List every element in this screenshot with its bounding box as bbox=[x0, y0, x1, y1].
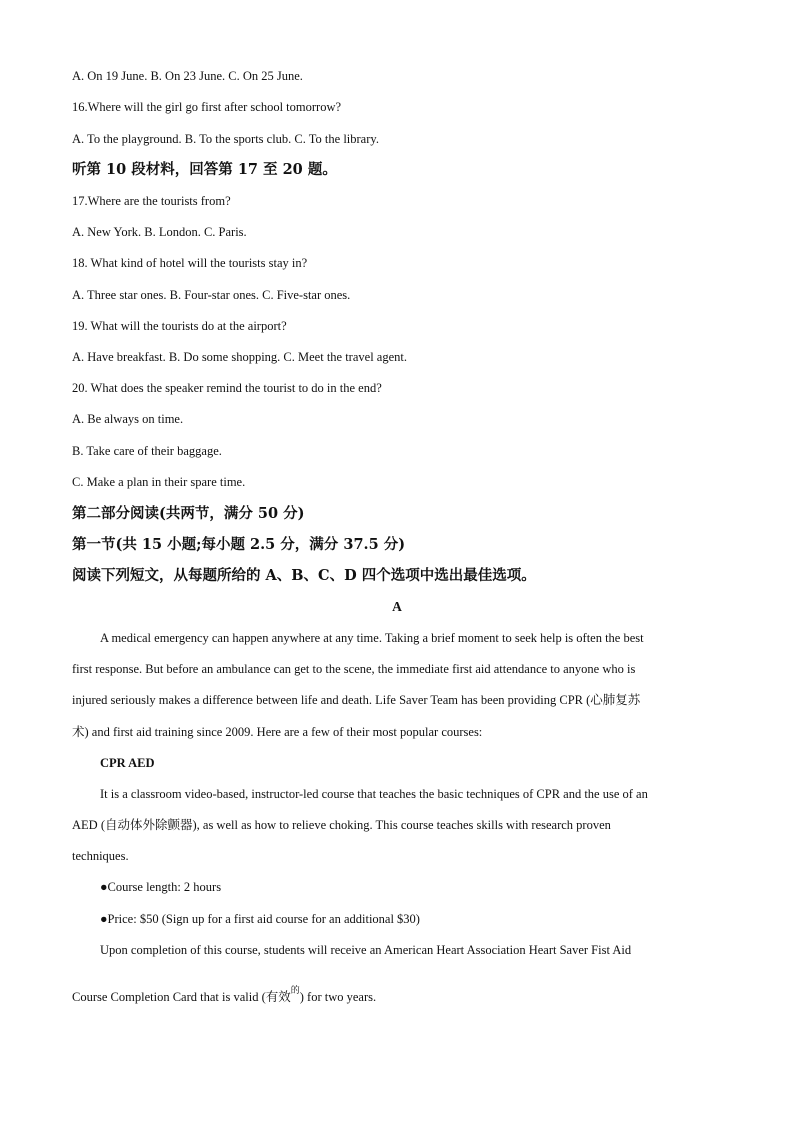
q18-options: A. Three star ones. B. Four-star ones. C. Five-star ones. bbox=[72, 288, 351, 302]
q20-option-b: B. Take care of their baggage. bbox=[72, 444, 222, 458]
passage-line: A medical emergency can happen anywhere at any time. Taking a brief moment to seek help is often the best bbox=[100, 631, 644, 645]
reading-instruction: 阅读下列短文，从每题所给的 A、B、C、D 四个选项中选出最佳选项。 bbox=[72, 567, 536, 584]
passage-text: Course Completion Card that is valid (有效 bbox=[72, 990, 291, 1004]
passage-line: AED (自动体外除颤器), as well as how to relieve choking. This course teaches skills with research proven bbox=[72, 818, 611, 832]
q20-option-a: A. Be always on time. bbox=[72, 412, 184, 426]
passage-line: techniques. bbox=[72, 849, 129, 863]
course-length: ●Course length: 2 hours bbox=[100, 880, 222, 894]
q19-question: 19. What will the tourists do at the airport? bbox=[72, 319, 287, 333]
course-title: CPR AED bbox=[100, 756, 155, 770]
section-one-heading: 第一节(共 15 小题;每小题 2.5 分，满分 37.5 分) bbox=[72, 536, 406, 553]
q20-option-c: C. Make a plan in their spare time. bbox=[72, 475, 246, 489]
section-instruction-10: 听第 10 段材料，回答第 17 至 20 题。 bbox=[72, 161, 337, 178]
q18-question: 18. What kind of hotel will the tourists stay in? bbox=[72, 256, 308, 270]
course-price: ●Price: $50 (Sign up for a first aid course for an additional $30) bbox=[100, 912, 420, 926]
passage-line: injured seriously makes a difference between life and death. Life Saver Team has been providing CPR (心肺复苏 bbox=[72, 693, 641, 707]
q16-question: 16.Where will the girl go first after school tomorrow? bbox=[72, 100, 342, 114]
passage-line bbox=[72, 982, 376, 1005]
q15-options: A. On 19 June. B. On 23 June. C. On 25 June. bbox=[72, 69, 303, 83]
q16-options: A. To the playground. B. To the sports club. C. To the library. bbox=[72, 132, 379, 146]
q17-options: A. New York. B. London. C. Paris. bbox=[72, 225, 247, 239]
q17-question: 17.Where are the tourists from? bbox=[72, 194, 231, 208]
passage-text: ) for two years. bbox=[299, 990, 377, 1004]
passage-line: It is a classroom video-based, instructor-led course that teaches the basic techniques of CPR and the use of an bbox=[100, 787, 648, 801]
superscript-text: 的 bbox=[290, 985, 300, 995]
q19-options: A. Have breakfast. B. Do some shopping. C. Meet the travel agent. bbox=[72, 350, 407, 364]
passage-title: A bbox=[392, 599, 402, 614]
q20-question: 20. What does the speaker remind the tourist to do in the end? bbox=[72, 381, 382, 395]
part-two-heading: 第二部分阅读(共两节，满分 50 分) bbox=[72, 505, 305, 522]
passage-line: Upon completion of this course, students will receive an American Heart Association Heart Saver Fist Aid bbox=[100, 943, 632, 957]
passage-line: first response. But before an ambulance can get to the scene, the immediate first aid attendance to anyone who is bbox=[72, 662, 636, 676]
passage-line: 术) and first aid training since 2009. Here are a few of their most popular courses: bbox=[72, 725, 483, 739]
